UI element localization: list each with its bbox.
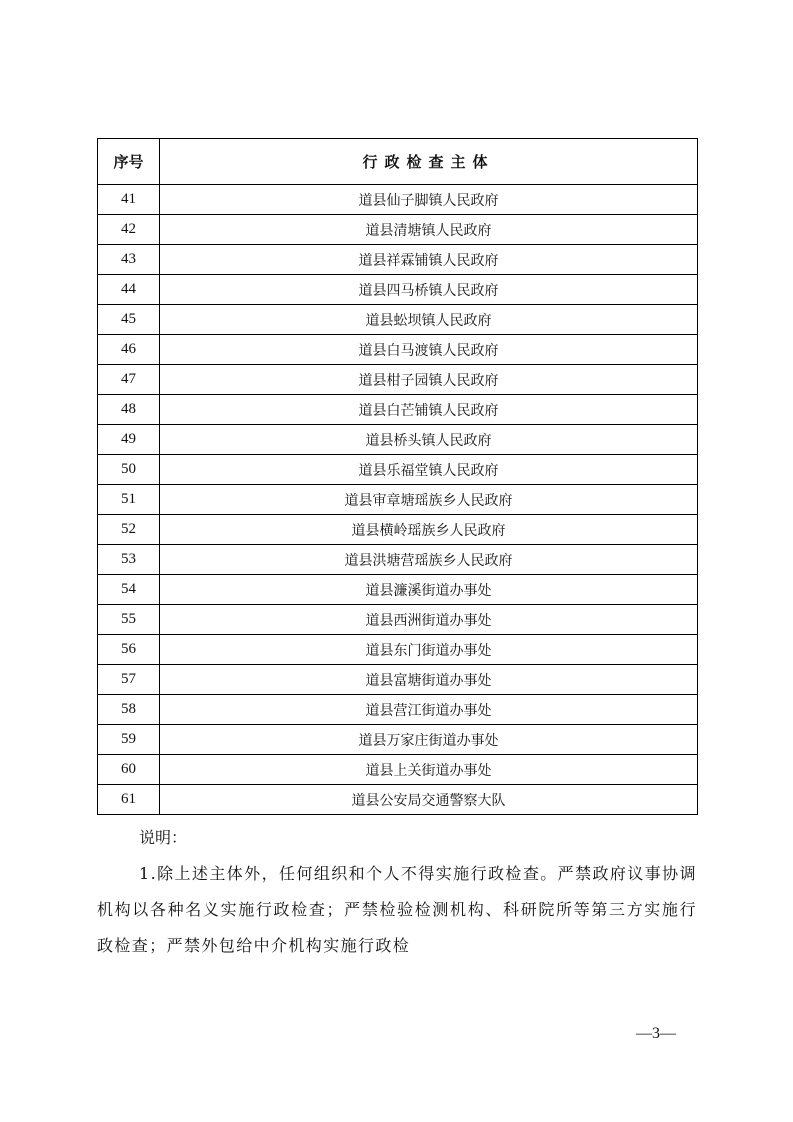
row-number: 51	[98, 485, 160, 515]
row-subject-name: 道县濂溪街道办事处	[160, 575, 698, 605]
table-row	[98, 215, 698, 245]
row-subject-name: 道县万家庄街道办事处	[160, 725, 698, 755]
table-row	[98, 395, 698, 425]
row-subject-name: 道县清塘镇人民政府	[160, 215, 698, 245]
table-row	[98, 785, 698, 815]
row-subject-name: 道县横岭瑶族乡人民政府	[160, 515, 698, 545]
table-body	[98, 185, 698, 815]
row-subject-name: 道县西洲街道办事处	[160, 605, 698, 635]
row-number: 42	[98, 215, 160, 245]
row-number: 50	[98, 455, 160, 485]
row-subject-name: 道县洪塘营瑶族乡人民政府	[160, 545, 698, 575]
row-subject-name: 道县审章塘瑶族乡人民政府	[160, 485, 698, 515]
row-number: 43	[98, 245, 160, 275]
row-number: 55	[98, 605, 160, 635]
table-row	[98, 455, 698, 485]
row-subject-name: 道县蚣坝镇人民政府	[160, 305, 698, 335]
note-paragraph-1: 1.除上述主体外，任何组织和个人不得实施行政检查。严禁政府议事协调机构以各种名义实施行政检查；严禁检验检测机构、科研院所等第三方实施行政检查；严禁外包给中介机构实施行政检	[97, 864, 697, 955]
header-number: 序号	[98, 139, 160, 185]
table-row	[98, 275, 698, 305]
table-row	[98, 695, 698, 725]
row-subject-name: 道县乐福堂镇人民政府	[160, 455, 698, 485]
table-row	[98, 305, 698, 335]
row-subject-name: 道县柑子园镇人民政府	[160, 365, 698, 395]
table-row	[98, 515, 698, 545]
row-subject-name: 道县东门街道办事处	[160, 635, 698, 665]
row-subject-name: 道县公安局交通警察大队	[160, 785, 698, 815]
table-row	[98, 755, 698, 785]
row-number: 49	[98, 425, 160, 455]
row-subject-name: 道县桥头镇人民政府	[160, 425, 698, 455]
row-number: 48	[98, 395, 160, 425]
table-row	[98, 335, 698, 365]
row-number: 54	[98, 575, 160, 605]
row-number: 57	[98, 665, 160, 695]
row-subject-name: 道县白马渡镇人民政府	[160, 335, 698, 365]
table-row	[98, 635, 698, 665]
notes-section	[97, 820, 697, 964]
row-number: 41	[98, 185, 160, 215]
table-row	[98, 545, 698, 575]
table-row	[98, 665, 698, 695]
table-header-row	[98, 139, 698, 185]
row-number: 61	[98, 785, 160, 815]
table-row	[98, 485, 698, 515]
row-number: 46	[98, 335, 160, 365]
row-number: 52	[98, 515, 160, 545]
row-subject-name: 道县上关街道办事处	[160, 755, 698, 785]
subject-table-container	[97, 138, 697, 815]
row-number: 45	[98, 305, 160, 335]
table-row	[98, 725, 698, 755]
row-subject-name: 道县四马桥镇人民政府	[160, 275, 698, 305]
table-row	[98, 365, 698, 395]
row-number: 58	[98, 695, 160, 725]
row-subject-name: 道县富塘街道办事处	[160, 665, 698, 695]
inspection-subject-table	[97, 138, 698, 815]
row-number: 53	[98, 545, 160, 575]
row-number: 44	[98, 275, 160, 305]
row-number: 47	[98, 365, 160, 395]
table-row	[98, 605, 698, 635]
page-number: —3—	[636, 1025, 676, 1042]
row-number: 56	[98, 635, 160, 665]
table-row	[98, 575, 698, 605]
table-row	[98, 245, 698, 275]
row-subject-name: 道县祥霖铺镇人民政府	[160, 245, 698, 275]
table-row	[98, 425, 698, 455]
row-number: 60	[98, 755, 160, 785]
notes-heading: 说明：	[139, 828, 188, 847]
header-subject: 行政检查主体	[160, 139, 698, 185]
table-row	[98, 185, 698, 215]
row-number: 59	[98, 725, 160, 755]
row-subject-name: 道县仙子脚镇人民政府	[160, 185, 698, 215]
row-subject-name: 道县白芒铺镇人民政府	[160, 395, 698, 425]
row-subject-name: 道县营江街道办事处	[160, 695, 698, 725]
